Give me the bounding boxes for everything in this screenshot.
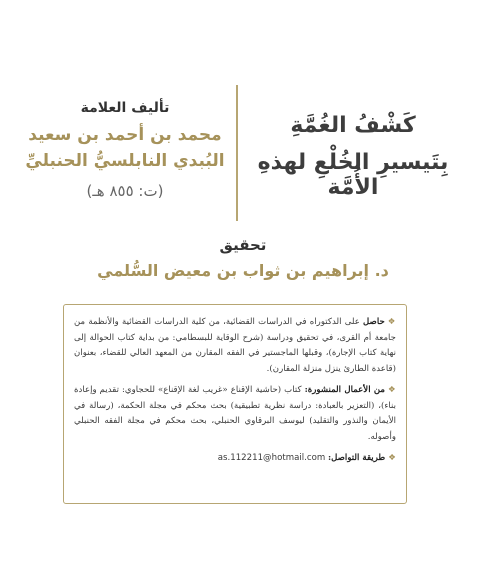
book-title-line1: كَشْفُ الغُمَّةِ	[290, 113, 416, 138]
bio-lead-education: حاصل	[363, 317, 385, 327]
bio-paragraph-education	[74, 315, 396, 377]
contact-email[interactable]: as.112211@hotmail.com	[217, 453, 326, 463]
bio-contact	[74, 451, 396, 467]
bullet-icon: ❖	[387, 317, 396, 327]
author-label: تأليف العلامة	[80, 100, 170, 116]
bullet-icon: ❖	[388, 385, 397, 395]
bio-lead-publications: من الأعمال المنشورة:	[304, 385, 386, 395]
author-name-line1: محمد بن أحمد بن سعيد	[28, 125, 222, 145]
bullet-icon: ❖	[388, 453, 396, 463]
bio-text-publications: كتاب (حاشية الإقناع «غريب لغة الإقناع» للحجاوي: تقديم وإعادة بناء)، (التعزير بالعبادة: دراسة نظرية تطبيقية) بحث محكم في مجلة الحكمة، (رسالة في الأيمان والنذور والتقليد) ليوسف البرقاوي الحنبلي، بحث محكم في مجلة الفقه الحنبلي وأصوله.	[74, 385, 396, 442]
tahqiq-label: تحقيق	[219, 236, 267, 254]
divider-vertical	[236, 85, 238, 221]
editor-name: د. إبراهيم بن ثواب بن معيض السُّلمي	[97, 261, 389, 280]
editor-bio-box	[63, 304, 407, 504]
bio-paragraph-publications	[74, 383, 396, 445]
contact-label: طريقة التواصل:	[327, 453, 386, 463]
author-name-line2: البُبدي النابلسيُّ الحنبليِّ	[25, 151, 225, 171]
bio-text-education: على الدكتوراه في الدراسات القضائية، من كلية الدراسات القضائية والأنظمة من جامعة أم القرى، في تحقيق ودراسة (شرح الوقاية للبسطامي: من بداية كتاب الحوالة إلى نهاية كتاب الإجارة)، وقبلها الماجستير في الفقه المقارن من المعهد العالي للقضاء، بعنوان (قاعدة الطارئ ينزل منزلة المقارن).	[74, 317, 396, 374]
book-title-line2: بِتَيسيرِ الخُلْعِ لهذهِ الأُمَّة	[257, 150, 449, 200]
author-death-date: (ت: ٨٥٥ هـ)	[86, 182, 164, 200]
